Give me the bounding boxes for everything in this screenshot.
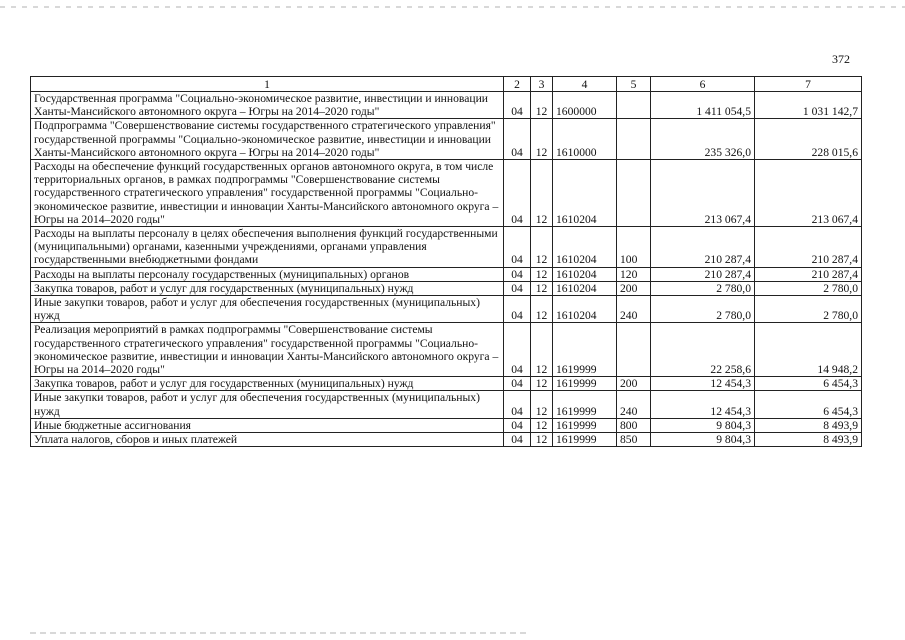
row-target-article: 1610204 — [553, 281, 617, 295]
row-subsection-code: 12 — [531, 391, 553, 418]
row-section-code: 04 — [504, 391, 531, 418]
row-section-code: 04 — [504, 92, 531, 119]
row-amount-2: 210 287,4 — [755, 227, 862, 268]
row-amount-2: 210 287,4 — [755, 267, 862, 281]
row-amount-2: 8 493,9 — [755, 418, 862, 432]
row-expense-type: 200 — [617, 377, 651, 391]
row-expense-type — [617, 160, 651, 227]
row-subsection-code: 12 — [531, 281, 553, 295]
row-description: Расходы на выплаты персоналу в целях обеспечения выполнения функций государственными (муниципальными) органами, казенными учреждениями, органами управления государственными внебюджетными фондами — [31, 227, 504, 268]
scan-artifact-bottom — [30, 632, 530, 634]
table-row — [31, 323, 862, 377]
table-row — [31, 391, 862, 418]
table-row — [31, 418, 862, 432]
column-header: 5 — [617, 77, 651, 92]
row-target-article: 1619999 — [553, 391, 617, 418]
row-amount-2: 2 780,0 — [755, 281, 862, 295]
row-amount-1: 22 258,6 — [651, 323, 755, 377]
row-subsection-code: 12 — [531, 433, 553, 447]
row-amount-1: 210 287,4 — [651, 227, 755, 268]
row-section-code: 04 — [504, 160, 531, 227]
row-expense-type — [617, 323, 651, 377]
table-header-row — [31, 77, 862, 92]
row-expense-type: 100 — [617, 227, 651, 268]
row-subsection-code: 12 — [531, 119, 553, 160]
row-amount-1: 1 411 054,5 — [651, 92, 755, 119]
row-description: Закупка товаров, работ и услуг для государственных (муниципальных) нужд — [31, 377, 504, 391]
row-description: Закупка товаров, работ и услуг для государственных (муниципальных) нужд — [31, 281, 504, 295]
row-target-article: 1619999 — [553, 323, 617, 377]
row-target-article: 1619999 — [553, 418, 617, 432]
column-header: 1 — [31, 77, 504, 92]
row-amount-1: 9 804,3 — [651, 418, 755, 432]
row-amount-2: 6 454,3 — [755, 391, 862, 418]
row-description: Расходы на выплаты персоналу государственных (муниципальных) органов — [31, 267, 504, 281]
table-row — [31, 296, 862, 323]
column-header: 4 — [553, 77, 617, 92]
row-section-code: 04 — [504, 296, 531, 323]
row-amount-2: 213 067,4 — [755, 160, 862, 227]
row-amount-2: 1 031 142,7 — [755, 92, 862, 119]
row-amount-1: 213 067,4 — [651, 160, 755, 227]
table-row — [31, 377, 862, 391]
row-description: Подпрограмма "Совершенствование системы государственного стратегического управления" государственной программы "Социально-экономическое развитие, инвестиции и инновации Ханты-Мансийского автономного округа – Югры на 2014–2020 годы" — [31, 119, 504, 160]
row-amount-1: 210 287,4 — [651, 267, 755, 281]
row-expense-type: 800 — [617, 418, 651, 432]
row-section-code: 04 — [504, 119, 531, 160]
table-row — [31, 433, 862, 447]
table-row — [31, 267, 862, 281]
table-row — [31, 160, 862, 227]
row-subsection-code: 12 — [531, 227, 553, 268]
row-subsection-code: 12 — [531, 160, 553, 227]
row-subsection-code: 12 — [531, 296, 553, 323]
row-description: Расходы на обеспечение функций государственных органов автономного округа, в том числе территориальных органов, в рамках подпрограммы "Совершенствование системы государственного стратегического управления" государственной программы "Социально-экономическое развитие, инвестиции и инновации Ханты-Мансийского автономного округа – Югры на 2014–2020 годы" — [31, 160, 504, 227]
row-description: Государственная программа "Социально-экономическое развитие, инвестиции и инновации Ханты-Мансийского автономного округа – Югры на 2014–2020 годы" — [31, 92, 504, 119]
budget-table — [30, 76, 862, 447]
row-expense-type — [617, 92, 651, 119]
row-subsection-code: 12 — [531, 377, 553, 391]
row-target-article: 1619999 — [553, 377, 617, 391]
scan-artifact-top — [0, 6, 905, 8]
row-amount-2: 14 948,2 — [755, 323, 862, 377]
row-expense-type: 200 — [617, 281, 651, 295]
row-target-article: 1610204 — [553, 267, 617, 281]
row-description: Реализация мероприятий в рамках подпрограммы "Совершенствование системы государственного стратегического управления" государственной программы "Социально-экономическое развитие, инвестиции и инновации Ханты-Мансийского автономного округа – Югры на 2014–2020 годы" — [31, 323, 504, 377]
row-section-code: 04 — [504, 267, 531, 281]
row-description: Иные бюджетные ассигнования — [31, 418, 504, 432]
row-subsection-code: 12 — [531, 92, 553, 119]
row-subsection-code: 12 — [531, 267, 553, 281]
column-header: 6 — [651, 77, 755, 92]
table-row — [31, 119, 862, 160]
row-section-code: 04 — [504, 433, 531, 447]
page-number: 372 — [832, 52, 850, 66]
row-target-article: 1610204 — [553, 160, 617, 227]
row-expense-type: 120 — [617, 267, 651, 281]
row-amount-1: 2 780,0 — [651, 296, 755, 323]
row-amount-1: 12 454,3 — [651, 377, 755, 391]
row-section-code: 04 — [504, 227, 531, 268]
row-amount-1: 12 454,3 — [651, 391, 755, 418]
row-section-code: 04 — [504, 281, 531, 295]
row-expense-type: 240 — [617, 391, 651, 418]
row-subsection-code: 12 — [531, 418, 553, 432]
row-target-article: 1610204 — [553, 227, 617, 268]
row-target-article: 1610204 — [553, 296, 617, 323]
row-amount-2: 228 015,6 — [755, 119, 862, 160]
column-header: 3 — [531, 77, 553, 92]
table-body — [31, 92, 862, 447]
row-amount-1: 9 804,3 — [651, 433, 755, 447]
row-amount-1: 2 780,0 — [651, 281, 755, 295]
row-expense-type: 240 — [617, 296, 651, 323]
table-row — [31, 281, 862, 295]
row-target-article: 1610000 — [553, 119, 617, 160]
row-description: Иные закупки товаров, работ и услуг для обеспечения государственных (муниципальных) нужд — [31, 296, 504, 323]
row-description: Иные закупки товаров, работ и услуг для обеспечения государственных (муниципальных) нужд — [31, 391, 504, 418]
row-expense-type: 850 — [617, 433, 651, 447]
row-expense-type — [617, 119, 651, 160]
row-description: Уплата налогов, сборов и иных платежей — [31, 433, 504, 447]
row-amount-2: 2 780,0 — [755, 296, 862, 323]
row-section-code: 04 — [504, 418, 531, 432]
row-section-code: 04 — [504, 377, 531, 391]
table-row — [31, 227, 862, 268]
table-row — [31, 92, 862, 119]
row-target-article: 1600000 — [553, 92, 617, 119]
row-section-code: 04 — [504, 323, 531, 377]
row-amount-1: 235 326,0 — [651, 119, 755, 160]
row-subsection-code: 12 — [531, 323, 553, 377]
column-header: 7 — [755, 77, 862, 92]
column-header: 2 — [504, 77, 531, 92]
row-target-article: 1619999 — [553, 433, 617, 447]
row-amount-2: 6 454,3 — [755, 377, 862, 391]
row-amount-2: 8 493,9 — [755, 433, 862, 447]
